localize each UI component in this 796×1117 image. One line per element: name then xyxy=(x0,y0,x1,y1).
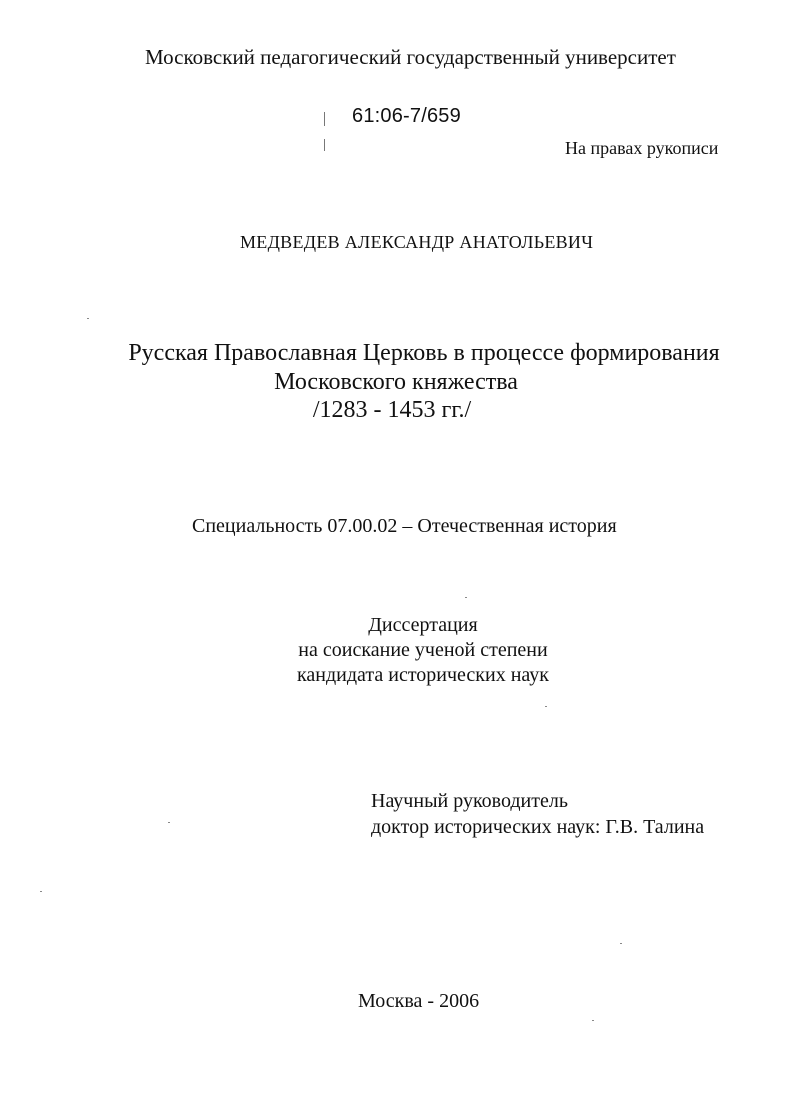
rights-note: На правах рукописи xyxy=(565,138,719,158)
dissertation-title-line-2: Московского княжества xyxy=(274,369,518,395)
scan-mark xyxy=(324,112,325,126)
supervisor-name: доктор исторических наук: Г.В. Талина xyxy=(371,816,705,838)
dissertation-label: Диссертация xyxy=(368,614,478,636)
supervisor-label: Научный руководитель xyxy=(371,790,568,812)
catalog-number-stamp: 61:06-7/659 xyxy=(352,105,461,127)
dissertation-title-line-3: /1283 - 1453 гг./ xyxy=(312,397,472,423)
dissertation-title-line-1: Русская Православная Церковь в процессе формирования xyxy=(128,340,720,366)
university-name: Московский педагогический государственный университет xyxy=(145,45,676,69)
scan-speck xyxy=(465,597,467,598)
degree-line-1: на соискание ученой степени xyxy=(298,639,548,661)
author-name: МЕДВЕДЕВ АЛЕКСАНДР АНАТОЛЬЕВИЧ xyxy=(240,232,594,252)
scan-speck xyxy=(168,822,170,823)
scan-speck xyxy=(40,891,42,892)
city-year: Москва - 2006 xyxy=(358,990,480,1012)
scan-speck xyxy=(592,1020,594,1021)
scan-speck xyxy=(87,318,89,319)
degree-line-2: кандидата исторических наук xyxy=(296,664,550,686)
scan-mark xyxy=(324,139,325,151)
scan-speck xyxy=(620,943,622,944)
specialty: Специальность 07.00.02 – Отечественная история xyxy=(192,515,617,537)
scan-speck xyxy=(545,706,547,707)
